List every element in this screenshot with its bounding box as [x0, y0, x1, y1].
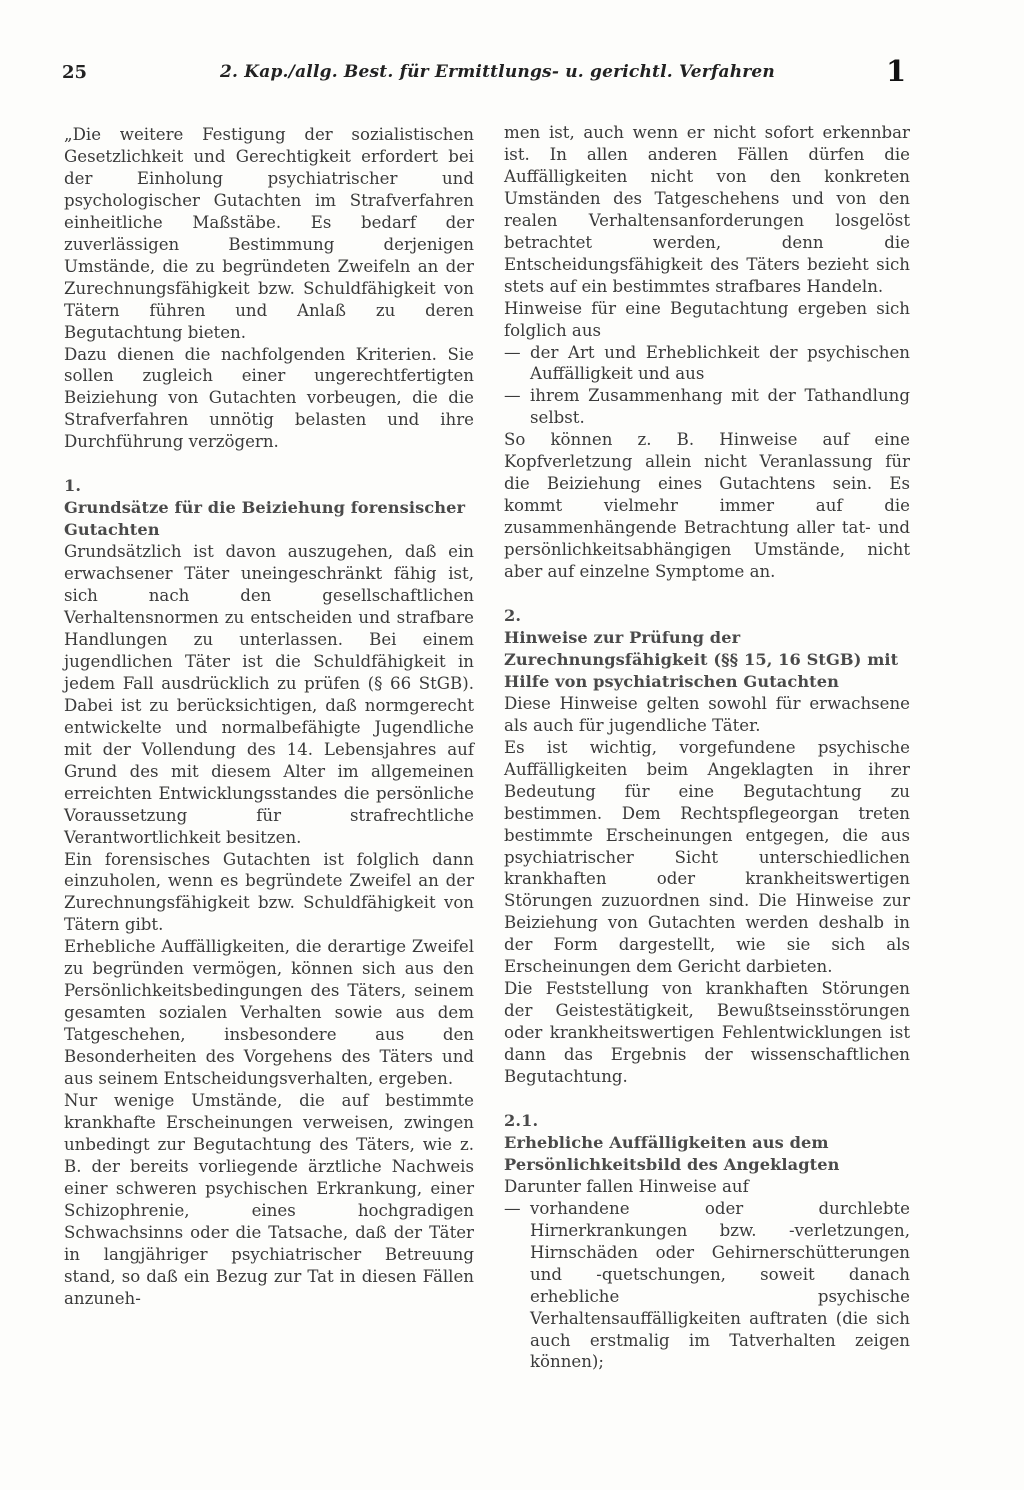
hints-intro: Hinweise für eine Begutachtung ergeben sich folglich aus — [504, 298, 910, 340]
section-2-1-intro: Darunter fallen Hinweise auf — [504, 1176, 749, 1196]
continuation-paragraph: men ist, auch wenn er nicht sofort erkennbar ist. In allen anderen Fällen dürfen die Auffälligkeiten nicht von den konkreten Umständen des Tatgeschehens und von den realen Verhaltensanforderungen losgelöst betrachtet werden, denn die Entscheidungsfähigkeit des Täters bezieht sich stets auf ein bestimmtes strafbares Handeln. — [504, 123, 910, 296]
running-title: 2. Kap./allg. Best. für Ermittlungs- u. gerichtl. Verfahren — [220, 62, 775, 82]
right-column — [504, 122, 910, 1373]
list-item: — vorhandene oder durchlebte Hirnerkrankungen bzw. -verletzungen, Hirnschäden oder Gehirnerschütterungen und -quetschungen, soweit danach erhebliche psychische Verhaltensauffälligkeiten auftraten (die sich auch erstmalig im Tatverhalten zeigen können); — [504, 1198, 910, 1374]
page-header — [62, 54, 912, 90]
section-1-paragraph-3: Erhebliche Auffälligkeiten, die derartige Zweifel zu begründen vermögen, können sich aus den Persönlichkeitsbedingungen des Täters, seinem gesamten sozialen Verhalten sowie aus dem Tatgeschehen, insbesondere aus den Besonderheiten des Vorgehens des Täters und aus seinem Entscheidungsverhalten, ergeben. — [64, 937, 474, 1089]
section-1-number: 1. — [64, 476, 82, 496]
section-1-paragraph-2: Ein forensisches Gutachten ist folglich dann einzuholen, wenn es begründete Zweifel an der Zurechnungsfähigkeit bzw. Schuldfähigkeit von Tätern gibt. — [64, 849, 474, 935]
section-2-1-title: Erhebliche Auffälligkeiten aus dem Persönlichkeitsbild des Angeklagten — [504, 1132, 840, 1174]
left-column — [64, 124, 474, 1310]
list-item: — der Art und Erheblichkeit der psychischen Auffälligkeit und aus — [504, 342, 910, 386]
section-2-paragraph-1: Diese Hinweise gelten sowohl für erwachsene als auch für jugendliche Täter. — [504, 693, 910, 735]
section-2-number: 2. — [504, 606, 522, 626]
section-2-1-list — [504, 1198, 910, 1374]
intro-paragraph-2: Dazu dienen die nachfolgenden Kriterien. Sie sollen zugleich einer ungerechtfertigten Beiziehung von Gutachten vorbeugen, die die Strafverfahren unnötig belasten und ihre Durchführung verzögern. — [64, 344, 474, 452]
chapter-number: 1 — [886, 54, 907, 88]
page-number: 25 — [62, 62, 88, 83]
section-2-paragraph-2: Es ist wichtig, vorgefundene psychische Auffälligkeiten beim Angeklagten in ihrer Bedeutung für eine Begutachtung zu bestimmen. Dem Rechtspflegeorgan treten bestimmte Erscheinungen entgegen, die aus psychiatrischer Sicht unterschiedlichen krankhaften oder krankheitswertigen Störungen zuzuordnen sind. Die Hinweise zur Beiziehung von Gutachten werden deshalb in der Form dargestellt, wie sie sich als Erscheinungen dem Gericht darbieten. — [504, 737, 910, 977]
list-item: — ihrem Zusammenhang mit der Tathandlung selbst. — [504, 385, 910, 429]
hints-conclusion: So können z. B. Hinweise auf eine Kopfverletzung allein nicht Veranlassung für die Beiziehung eines Gutachtens sein. Es kommt vielmehr immer auf die zusammenhängende Betrachtung aller tat- und persönlichkeitsabhängigen Umstände, nicht aber auf einzelne Symptome an. — [504, 430, 910, 582]
section-2-title: Hinweise zur Prüfung der Zurechnungsfähigkeit (§§ 15, 16 StGB) mit Hilfe von psychiatrischen Gutachten — [504, 627, 899, 691]
hints-list — [504, 342, 910, 430]
section-2-paragraph-3: Die Feststellung von krankhaften Störungen der Geistestätigkeit, Bewußtseinsstörungen oder krankheitswertigen Fehlentwicklungen ist dann das Ergebnis der wissenschaftlichen Begutachtung. — [504, 979, 910, 1087]
section-2-1-number: 2.1. — [504, 1110, 539, 1130]
section-1-paragraph-4: Nur wenige Umstände, die auf bestimmte krankhafte Erscheinungen verweisen, zwingen unbedingt zur Begutachtung des Täters, wie z. B. der bereits vorliegende ärztliche Nachweis einer schweren psychischen Erkrankung, einer Schizophrenie, eines hochgradigen Schwachsinns oder die Tatsache, daß der Täter in langjähriger psychiatrischer Betreuung stand, so daß ein Bezug zur Tat in diesen Fällen anzuneh- — [64, 1090, 474, 1308]
section-1-paragraph-1: Grundsätzlich ist davon auszugehen, daß ein erwachsener Täter uneingeschränkt fähig ist, sich nach den gesellschaftlichen Verhaltensnormen zu entscheiden und strafbare Handlungen zu unterlassen. Bei einem jugendlichen Täter ist die Schuldfähigkeit in jedem Fall ausdrücklich zu prüfen (§ 66 StGB). Dabei ist zu berücksichtigen, daß normgerecht entwickelte und normalbefähigte Jugendliche mit der Vollendung des 14. Lebensjahres auf Grund des mit diesem Alter im allgemeinen erreichten Entwicklungsstandes die persönliche Voraussetzung für strafrechtliche Verantwortlichkeit besitzen. — [64, 542, 474, 847]
intro-paragraph: „Die weitere Festigung der sozialistischen Gesetzlichkeit und Gerechtigkeit erfordert bei der Einholung psychiatrischer und psychologischer Gutachten im Strafverfahren einheitliche Maßstäbe. Es bedarf der zuverlässigen Bestimmung derjenigen Umstände, die zu begründeten Zweifeln an der Zurechnungsfähigkeit bzw. Schuldfähigkeit von Tätern führen und Anlaß zu deren Begutachtung bieten. — [64, 125, 474, 342]
section-1-title: Grundsätze für die Beiziehung forensischer Gutachten — [64, 498, 466, 540]
